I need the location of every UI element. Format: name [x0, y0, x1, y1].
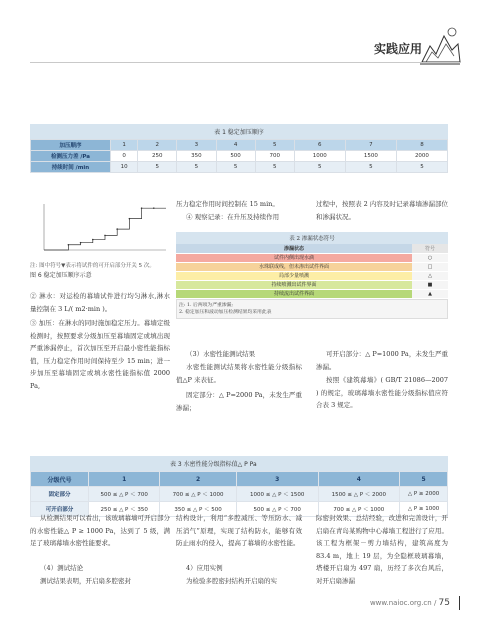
- table3-cell: 700 ≤ △ P ＜ 1000: [318, 502, 400, 517]
- col3b-paragraph-2: 按照《建筑幕墙》( GB/T 21086—2007 ) 的规定，玻璃幕墙水密性能分级指标值应符合表 3 规定。: [316, 376, 448, 409]
- table1-cell: 5: [396, 162, 447, 173]
- table3-cell: 1500 ≤ △ P ＜ 2000: [318, 487, 400, 502]
- table2-state-cell: 水珠联成线，但未渗出试件界面: [176, 262, 412, 271]
- table2-grid: [176, 244, 448, 299]
- table1-cell: 5: [138, 162, 177, 173]
- section-title: 实践应用: [373, 42, 422, 56]
- table1-cell: 10: [111, 162, 138, 173]
- table1-caption: 表 1 稳定加压顺序: [30, 124, 448, 139]
- table2-symbol-cell: ○: [412, 253, 448, 262]
- bottom-col1-paragraph-2: 测试结果表明，开启扇多腔密封: [40, 577, 131, 585]
- pressure-sequence-chart: [30, 198, 170, 258]
- col2-paragraph-2: ④ 观察记录：在升压及持续作用: [186, 213, 280, 221]
- table1-cell: 4: [216, 140, 255, 151]
- table1-cell: 5: [345, 162, 396, 173]
- table3-header-cell: 3: [236, 472, 318, 487]
- table1-cell: 350: [177, 151, 216, 162]
- table3-cell: 350 ≤ △ P ＜ 500: [160, 502, 237, 517]
- table3-cell: 500 ≤ △ P ＜ 700: [236, 502, 318, 517]
- step-point: [153, 207, 155, 209]
- table3-cell: 700 ≤ △ P ＜ 1000: [160, 487, 237, 502]
- table2-note-1: 注: 1. 后两项为严重渗漏;: [179, 302, 234, 308]
- table3-row-header: 固定部分: [31, 487, 89, 502]
- col1-paragraph-1: ② 淋水：对运检的幕墙试件进行均匀淋水,淋水量控制在 3 L/( m2·min )。: [30, 292, 170, 313]
- bottom-col2-heading: 4）应用实例: [186, 564, 223, 572]
- table2-header-cell: 渗漏状态: [176, 244, 412, 253]
- step-point: [80, 242, 82, 244]
- col2b-paragraph-2: 固定部分：△ P=2000 Pa，未发生严重渗漏；: [176, 391, 302, 412]
- table2-row: [176, 280, 448, 289]
- bottom-col1-paragraph-1: 从检测结果可以看出，该玻璃幕墙可开启部分的水密性能△ P ≥ 1000 Pa，达到了 5 级，满足了玻璃幕墙水密性能要求。: [30, 514, 170, 547]
- table1-row: [31, 151, 448, 162]
- bottom-col3-paragraph-1: 际密封效果、总结经验，改进和完善设计，开启扇在青岛某购物中心幕墙工程进行了应用。该工程为框架－剪力墙结构，建筑高度为 83.4 m，地上 19 层，为全隐框玻璃幕墙，塔楼开启扇为 497 扇，历经了多次台风后，对开启扇渗漏: [316, 514, 448, 585]
- table3-header-cell: 4: [318, 472, 400, 487]
- table2-header-cell: 符号: [412, 244, 448, 253]
- table1-cell: 0: [111, 151, 138, 162]
- header-divider: [30, 62, 460, 63]
- table2-row: [176, 271, 448, 280]
- table2-symbol-cell: □: [412, 262, 448, 271]
- col3b-paragraph-1: 可开启部分：△ P=1000 Pa，未发生严重渗漏。: [316, 350, 448, 371]
- table2-row: [176, 253, 448, 262]
- table2-row: [176, 289, 448, 298]
- table1-cell: 8: [396, 140, 447, 151]
- footer-url: www.naioc.org.cn: [369, 599, 432, 607]
- table1-cell: 5: [294, 162, 345, 173]
- table3-header-cell: 1: [89, 472, 160, 487]
- table1-cell: 500: [216, 151, 255, 162]
- table3-header-cell: 分级代号: [31, 472, 89, 487]
- table1-cell: 1: [111, 140, 138, 151]
- table1-row-header: 持续时间 /min: [31, 162, 111, 173]
- col2-paragraph-1: 压力稳定作用时间控制在 15 min。: [176, 200, 279, 208]
- table1-cell: 5: [216, 162, 255, 173]
- bottom-col1-heading: （4）测试结论: [40, 564, 84, 572]
- page-number: 75: [438, 598, 450, 608]
- bottom-col2-paragraph-2: 为检验多腔密封结构开启扇的实: [186, 577, 277, 585]
- col1-paragraph-2: ③ 加压：在淋水的同时施加稳定压力。幕墙定级检测时，按照要求分级加压至幕墙固定或填出现严重渗漏停止，首次加压至开启最小密性能指标值，压力稳定作用时间保持至少 15 min；进一步加压至幕墙固定或填水密性能指标值 2000 Pa,: [30, 319, 170, 390]
- table1-cell: 7: [345, 140, 396, 151]
- table3-caption: 表 3 水密性能分级指标值△ P Pa: [30, 456, 448, 471]
- step-point: [68, 244, 70, 246]
- table2-header-row: [176, 244, 448, 253]
- landscape-logo-icon: [418, 22, 462, 66]
- step-point: [116, 228, 118, 230]
- table3-row: [31, 487, 448, 502]
- table1-cell: 1000: [294, 151, 345, 162]
- table1-cell: 2000: [396, 151, 447, 162]
- figure6-caption: 图 6 稳定加压顺序示意: [30, 272, 92, 279]
- table3-cell: △ P ≥ 2000: [400, 487, 448, 502]
- table3-row-header: 可开启部分: [31, 502, 89, 517]
- table3-cell: 1000 ≤ △ P ＜ 1500: [236, 487, 318, 502]
- table2-notes: [176, 299, 448, 319]
- table2-note-2: 2. 稳定加压和波动加压检测结果均采用此表: [179, 309, 272, 315]
- table2-state-cell: 局部少量喷溅: [176, 271, 412, 280]
- step-point: [104, 235, 106, 237]
- table3-cell: 500 ≤ △ P ＜ 700: [89, 487, 160, 502]
- table-stable-pressure-order: [30, 124, 448, 173]
- table2-row: [176, 262, 448, 271]
- figure6-note: 注: 图中符号▼表示将试件的可开启部分开关 5 次。: [30, 263, 155, 269]
- table1-row: [31, 140, 448, 151]
- table2-state-cell: 持续喷溅出试件界面: [176, 280, 412, 289]
- pressure-step-line: [44, 208, 166, 250]
- table2-state-cell: 持续流出试件界面: [176, 289, 412, 298]
- table1-cell: 5: [255, 140, 294, 151]
- table1-row-header: 检测压力差 /Pa: [31, 151, 111, 162]
- table1-cell: 250: [138, 151, 177, 162]
- step-point: [129, 218, 131, 220]
- table3-header-cell: 5: [400, 472, 448, 487]
- col2b-paragraph-1: 水密性能测试结果将水密性能分级指标值△P 来表征。: [176, 363, 302, 384]
- table1-cell: 5: [255, 162, 294, 173]
- table1-row: [31, 162, 448, 173]
- table3-header-cell: 2: [160, 472, 237, 487]
- footer-bar: [459, 596, 460, 610]
- table-leakage-symbols: [176, 232, 448, 319]
- table1-row-header: 加压顺序: [31, 140, 111, 151]
- table2-symbol-cell: ▲: [412, 289, 448, 298]
- table3-header-row: [31, 472, 448, 487]
- table1-cell: 2: [138, 140, 177, 151]
- table2-state-cell: 试件内侧出现水滴: [176, 253, 412, 262]
- step-point: [92, 239, 94, 241]
- table1-cell: 6: [294, 140, 345, 151]
- col2b-heading: （3）水密性能测试结果: [186, 350, 256, 358]
- table2-symbol-cell: ■: [412, 280, 448, 289]
- page-footer: www.naioc.org.cn / 75: [369, 598, 450, 608]
- table1-cell: 5: [177, 162, 216, 173]
- table2-symbol-cell: △: [412, 271, 448, 280]
- table2-caption: 表 2 渗漏状态符号: [176, 232, 448, 244]
- table3-cell: 250 ≤ △ P ＜ 350: [89, 502, 160, 517]
- table-watertightness-grades: [30, 456, 448, 517]
- col3-paragraph-1: 过程中，按照表 2 内容及时记录幕墙渗漏部位和渗漏状况。: [316, 200, 448, 221]
- step-point: [141, 207, 143, 209]
- bottom-col2-paragraph-1: 结构设计，利用“多腔减压、等压防水、减压消气”原理，实现了结构防水，能够有效防止雨水的侵入，提高了幕墙的水密性能。: [176, 514, 302, 547]
- table3-cell: △ P ≥ 1000: [400, 502, 448, 517]
- table1-cell: 3: [177, 140, 216, 151]
- table1-cell: 700: [255, 151, 294, 162]
- table1-cell: 1500: [345, 151, 396, 162]
